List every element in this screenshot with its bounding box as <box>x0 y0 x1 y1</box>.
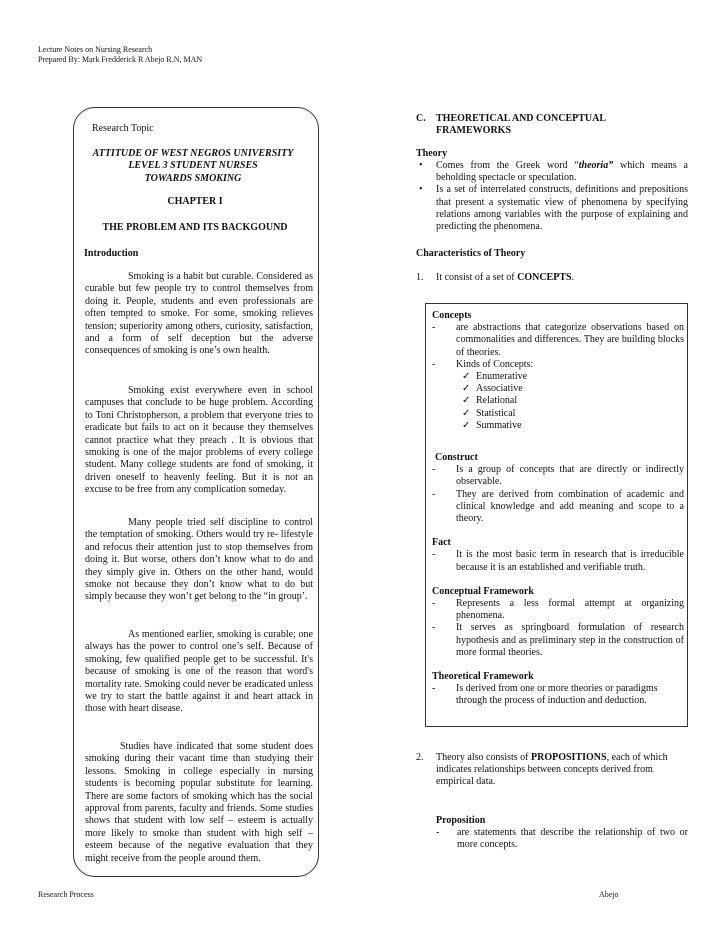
research-title-line-1: ATTITUDE OF WEST NEGROS UNIVERSITY <box>92 148 294 159</box>
research-title <box>78 148 308 185</box>
fact-heading: Fact <box>432 537 451 549</box>
concepts-def-2-text: Kinds of Concepts: <box>456 358 534 370</box>
construct-def-1 <box>432 464 684 488</box>
cf-def-1-text: Represents a less formal attempt at organizing phenomena. <box>456 598 684 622</box>
bullet-icon: • <box>419 184 423 196</box>
item-2-number: 2. <box>416 752 424 763</box>
proposition-def-1-text: are statements that describe the relationship of two or more concepts. <box>457 827 688 851</box>
check-icon: ✓ <box>462 395 471 407</box>
construct-def-1-text: Is a group of concepts that are directly or indirectly observable. <box>456 464 684 488</box>
chapter-number: CHAPTER I <box>167 196 223 207</box>
intro-paragraph-5 <box>85 741 313 865</box>
item-1-post: . <box>571 272 575 283</box>
dash-icon: - <box>436 827 440 838</box>
intro-paragraph-5-text: Studies have indicated that some student does smoking during their vacant time than studying their lessons. Smoking in college especially in nursing students is becoming popular substitute for learning. There are some factors of smoking which has the social approval from parents, faculty and friends. Some studies shows that student with low self – esteem is actually more likely to smoke than student with high self – esteem because of the negative evaluation that they might receive from the people around them. <box>85 741 313 864</box>
list-item <box>462 420 684 432</box>
tf-def-1 <box>432 683 684 707</box>
check-icon: ✓ <box>462 371 471 383</box>
chapter-title: THE PROBLEM AND ITS BACKGOUND <box>102 222 288 233</box>
cf-def-2-text: It serves as springboard formulation of research hypothesis and as preliminary step in the construction of more formal theories. <box>456 622 684 658</box>
section-title-line-2: FRAMEWORKS <box>436 125 511 137</box>
item-2-post: , each of which indicates relationships between concepts derived from empirical data. <box>436 752 668 788</box>
list-item <box>462 408 684 420</box>
list-item <box>462 383 684 395</box>
definitions-content <box>432 310 684 708</box>
intro-paragraph-1 <box>85 271 313 358</box>
check-icon: ✓ <box>462 419 471 431</box>
kind-label: Relational <box>476 395 518 407</box>
dash-icon: - <box>432 488 436 500</box>
fact-def-1-text: It is the most basic term in research that is irreducible because it is an established and verifiable truth. <box>456 549 684 573</box>
characteristics-heading: Characteristics of Theory <box>416 248 526 259</box>
theory-b1-pre: Comes from the Greek word “ <box>436 160 579 171</box>
dash-icon: - <box>432 322 436 334</box>
theory-b1-word: theoria” <box>578 160 614 171</box>
theoretical-framework-heading: Theoretical Framework <box>432 671 534 683</box>
theory-b1-post: which means a beholding spectacle or speculation. <box>436 160 688 184</box>
kind-label: Statistical <box>476 407 516 419</box>
kind-label: Enumerative <box>476 371 528 383</box>
intro-paragraph-3 <box>85 517 313 604</box>
construct-heading: Construct <box>435 452 478 464</box>
concepts-def-1 <box>432 322 684 359</box>
dash-icon: - <box>432 622 436 634</box>
proposition-heading: Proposition <box>436 815 486 826</box>
bullet-icon: • <box>419 160 423 171</box>
item-1-pre: It consist of a set of <box>436 272 518 283</box>
intro-paragraph-4-text: As mentioned earlier, smoking is curable; one always has the power to control one’s self. Because of smoking, few qualified people get to be successful. It's because of smoking is one of the reason that word's mortality rate. Smoking could never be eradicated unless we try to start the battle against it and heart attack in those with heart disease. <box>85 629 313 715</box>
intro-paragraph-2-text: Smoking exist everywhere even in school campuses that conclude to be huge problem. According to Toni Christopherson, a problem that everyone tries to eradicate but fails to act on it because they themselves cannot practice what they preach . It is obvious that smoking is one of the major problems of every college student. Many college students are fond of smoking, it driven oneself to heavenly feeling. But it is not an excuse to be free from any complication someday. <box>85 385 313 496</box>
dash-icon: - <box>432 549 436 561</box>
cf-def-1 <box>432 598 684 622</box>
theory-heading: Theory <box>416 148 448 159</box>
theory-b2-text: Is a set of interrelated constructs, definitions and prepositions that present a systematic view of phenomena by specifying relations among variables with the purpose of explaining and predicting the phenomena. <box>436 184 688 233</box>
intro-paragraph-4 <box>85 629 313 716</box>
intro-paragraph-2 <box>85 385 313 497</box>
item-1-number: 1. <box>416 272 424 283</box>
item-2-text <box>436 752 688 789</box>
header-line-1: Lecture Notes on Nursing Research <box>38 45 153 54</box>
dash-icon: - <box>432 598 436 610</box>
concepts-def-2 <box>432 359 684 371</box>
section-title <box>436 113 688 137</box>
header-line-2: Prepared By: Mark Fredderick R Abejo R.N, MAN <box>38 55 203 64</box>
kind-label: Associative <box>476 383 523 395</box>
item-2-bold: PROPOSITIONS <box>531 752 607 763</box>
fact-def-1 <box>432 549 684 573</box>
section-letter: C. <box>416 113 426 124</box>
research-title-line-3: TOWARDS SMOKING <box>144 172 242 184</box>
conceptual-framework-heading: Conceptual Framework <box>432 585 534 597</box>
concepts-def-1-text: are abstractions that categorize observations based on commonalities and differences. They are building blocks of theories. <box>456 322 684 358</box>
kind-label: Summative <box>476 419 522 431</box>
list-item <box>462 371 684 383</box>
dash-icon: - <box>432 464 436 476</box>
section-title-line-1: THEORETICAL AND CONCEPTUAL <box>436 113 607 124</box>
intro-paragraph-3-text: Many people tried self discipline to control the temptation of smoking. Others would try re- lifestyle and refocus their attention just to stop themselves from doing it. But worse, others don’t know what to do and they simply give in. Others on the other hand, would smoke not because they don’t know what to do but simply because they won’t get belong to the “in group’. <box>85 517 313 603</box>
footer-right: Abejo <box>599 890 619 899</box>
theory-bullet-2 <box>419 184 688 233</box>
check-icon: ✓ <box>462 407 471 419</box>
tf-def-1-text: Is derived from one or more theories or paradigms through the process of induction and deduction. <box>456 683 658 707</box>
intro-paragraph-1-text: Smoking is a habit but curable. Considered as curable but few people try to control themselves from doing it. People, students and even professionals are often tempted to smoke. For some, smoking relieves tension; superiority among others, curiosity, satisfaction, and a form of self deception but the adverse consequences of smoking is one’s own health. <box>85 271 313 357</box>
proposition-def-1 <box>436 827 688 851</box>
kinds-of-concepts-list <box>432 371 684 432</box>
list-item <box>462 395 684 407</box>
check-icon: ✓ <box>462 383 471 395</box>
item-1-bold: CONCEPTS <box>517 272 572 283</box>
dash-icon: - <box>432 358 436 370</box>
dash-icon: - <box>432 683 436 695</box>
construct-def-2-text: They are derived from combination of academic and clinical knowledge and add meaning and scope to a theory. <box>456 488 684 525</box>
theory-bullet-1 <box>419 160 688 184</box>
footer-left: Research Process <box>38 890 94 899</box>
cf-def-2 <box>432 622 684 659</box>
theory-bullets <box>419 160 688 233</box>
item-2-pre: Theory also consists of <box>436 752 531 763</box>
construct-def-2 <box>432 489 684 526</box>
research-title-line-2: LEVEL 3 STUDENT NURSES <box>128 160 258 172</box>
concepts-heading: Concepts <box>432 310 472 321</box>
research-topic-label: Research Topic <box>92 123 154 134</box>
introduction-heading: Introduction <box>84 248 139 259</box>
item-1-text <box>436 272 688 284</box>
